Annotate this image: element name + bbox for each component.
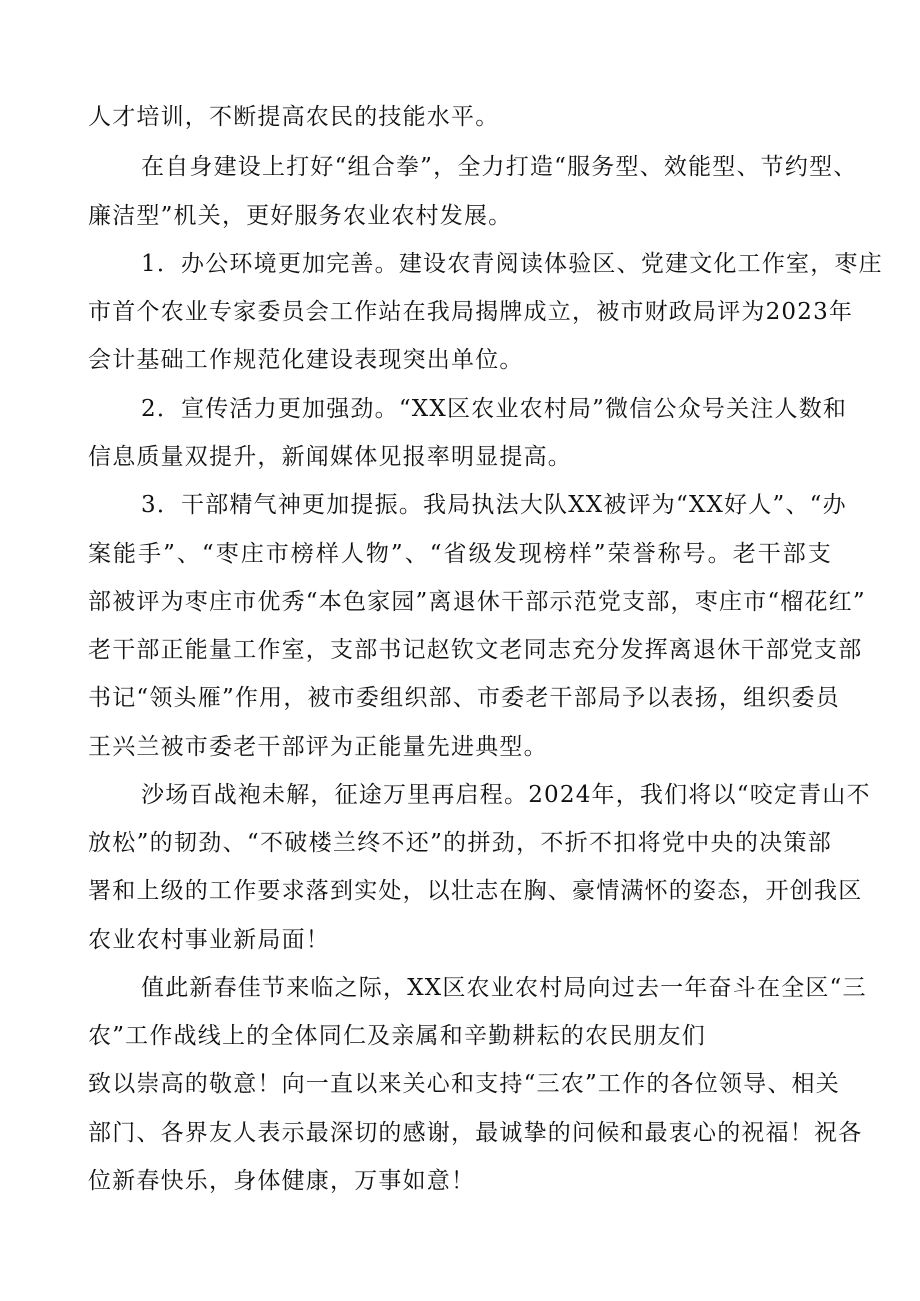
- text-line: 1．办公环境更加完善。建设农青阅读体验区、党建文化工作室，枣庄: [141, 251, 883, 277]
- text-line: 部被评为枣庄市优秀“本色家园”离退休干部示范党支部，枣庄市“榴花红”: [88, 589, 866, 615]
- text-line: 市首个农业专家委员会工作站在我局揭牌成立，被市财政局评为2023年: [88, 299, 854, 325]
- text-line: 值此新春佳节来临之际，XX区农业农村局向过去一年奋斗在全区“三: [141, 975, 867, 1001]
- text-line: 会计基础工作规范化建设表现突出单位。: [88, 347, 524, 373]
- text-line: 农业农村事业新局面！: [88, 927, 330, 953]
- text-line: 部门、各界友人表示最深切的感谢，最诚挚的问候和最衷心的祝福！祝各: [88, 1120, 863, 1146]
- text-line: 人才培训，不断提高农民的技能水平。: [88, 104, 500, 130]
- text-line: 信息质量双提升，新闻媒体见报率明显提高。: [88, 444, 572, 470]
- text-line: 致以崇高的敬意！向一直以来关心和支持“三农”工作的各位领导、相关: [88, 1071, 840, 1097]
- text-line: 书记“领头雁”作用，被市委组织部、市委老干部局予以表扬，组织委员: [88, 685, 840, 711]
- text-line: 位新春快乐，身体健康，万事如意！: [88, 1168, 476, 1194]
- text-line: 3．干部精气神更加提振。我局执法大队XX被评为“XX好人”、“办: [141, 492, 847, 518]
- text-line: 沙场百战袍未解，征途万里再启程。2024年，我们将以“咬定青山不: [141, 782, 871, 808]
- text-line: 农”工作战线上的全体同仁及亲属和辛勤耕耘的农民朋友们: [88, 1023, 706, 1049]
- text-line: 2．宣传活力更加强劲。“XX区农业农村局”微信公众号关注人数和: [141, 396, 848, 422]
- text-line: 署和上级的工作要求落到实处，以壮志在胸、豪情满怀的姿态，开创我区: [88, 878, 863, 904]
- text-line: 王兴兰被市委老干部评为正能量先进典型。: [88, 734, 548, 760]
- text-line: 老干部正能量工作室，支部书记赵钦文老同志充分发挥离退休干部党支部: [88, 637, 863, 663]
- text-line: 放松”的韧劲、“不破楼兰终不还”的拼劲，不折不扣将党中央的决策部: [88, 830, 832, 856]
- text-line: 廉洁型”机关，更好服务农业农村发展。: [88, 203, 513, 229]
- text-line: 案能手”、“枣庄市榜样人物”、“省级发现榜样”荣誉称号。老干部支: [88, 541, 832, 567]
- text-line: 在自身建设上打好“组合拳”，全力打造“服务型、效能型、节约型、: [141, 154, 858, 180]
